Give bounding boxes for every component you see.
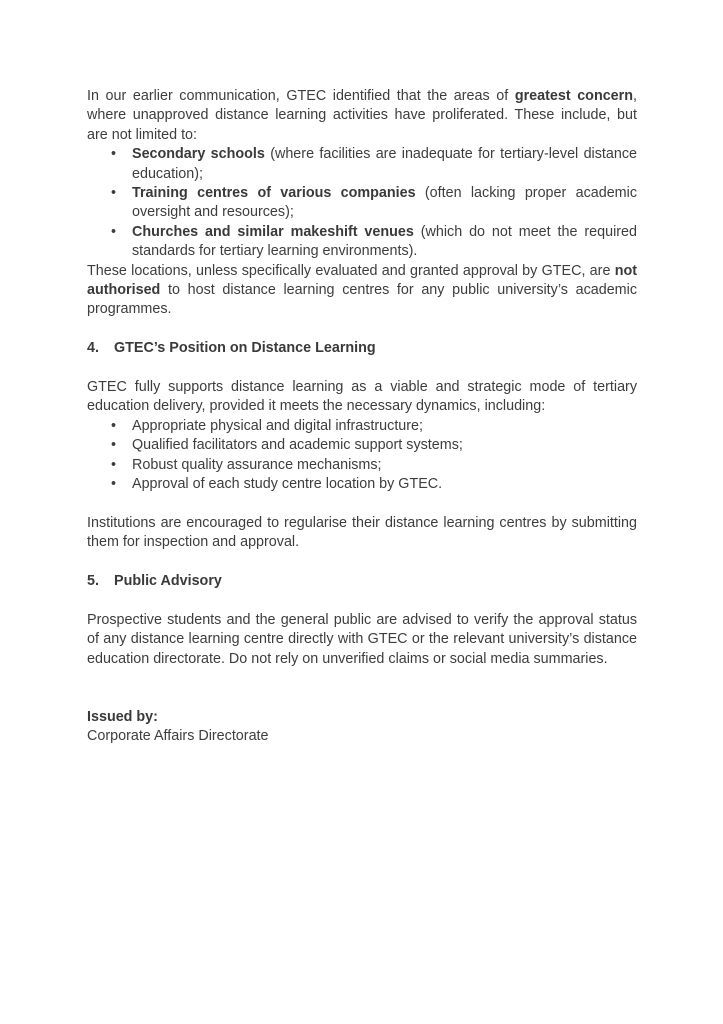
paragraph-not-authorised [87,262,637,320]
bullet-text: (which do not meet the required standards for tertiary learning environments). [132,223,637,260]
paragraph-regularise [87,514,637,553]
section-4-heading [87,339,637,358]
bullet-lead: Secondary schools [132,146,265,163]
paragraph-gtec-position [87,378,637,417]
bullet-text: Robust quality assurance mechanisms; [132,456,382,473]
list-item-training-centres [87,184,637,223]
bullet-text: Appropriate physical and digital infrastructure; [132,417,424,434]
bullet-icon: • [111,476,117,493]
intro-text: In our earlier communication, GTEC identified that the areas of [87,88,515,104]
bullet-icon: • [111,437,117,454]
requirements-list [87,417,637,495]
intro-text-cont: , where unapproved distance learning activities have proliferated. These include, but are not limited to: [87,88,638,143]
bullet-icon: • [111,185,117,202]
bullet-text: (where facilities are inadequate for tertiary-level distance education); [132,146,637,182]
gtec-position-text: GTEC fully supports distance learning as a viable and strategic mode of tertiary education delivery, provided it meets the necessary dynamics, including: [87,379,637,415]
paragraph-public-advisory [87,611,637,669]
not-authorised-text-cont: to host distance learning centres for any public university’s academic programmes. [87,282,637,318]
section-5-title: Public Advisory [114,573,222,590]
intro-bold-greatest-concern: greatest concern [514,88,634,104]
bullet-text: (often lacking proper academic oversight and resources); [132,185,637,221]
list-item-centre-approval [87,475,637,494]
list-item-churches [87,223,637,262]
list-item-facilitators [87,436,637,455]
bullet-icon: • [111,456,117,473]
regularise-text: Institutions are encouraged to regularise their distance learning centres by submitting them for inspection and approval. [87,514,637,551]
document-content [87,87,637,747]
bullet-icon: • [111,223,117,240]
bullet-icon: • [111,417,117,434]
section-5-heading [87,572,637,591]
paragraph-areas-of-concern [87,87,637,145]
list-item-quality-assurance [87,456,637,475]
section-4-number: 4. [87,340,99,357]
not-authorised-bold: not authorised [87,262,637,299]
section-5-number: 5. [87,573,99,590]
issued-by-label: Issued by: [87,708,158,725]
public-advisory-text: Prospective students and the general public are advised to verify the approval status of any distance learning centre directly with GTEC or the relevant university’s distance education directorate. Do not rely on unverified claims or social media summaries. [87,611,637,667]
not-authorised-text: These locations, unless specifically evaluated and granted approval by GTEC, are [87,262,615,279]
list-item-secondary-schools [87,145,637,184]
list-item-infrastructure [87,417,637,436]
issued-by-block [87,708,637,747]
bullet-lead: Churches and similar makeshift venues [132,223,414,240]
bullet-text: Qualified facilitators and academic support systems; [132,437,463,454]
section-4-title: GTEC’s Position on Distance Learning [114,340,376,357]
issuer-name: Corporate Affairs Directorate [87,728,269,745]
concern-locations-list [87,145,637,261]
bullet-text: Approval of each study centre location by GTEC. [132,476,443,493]
bullet-lead: Training centres of various companies [132,185,416,202]
bullet-icon: • [111,146,117,163]
